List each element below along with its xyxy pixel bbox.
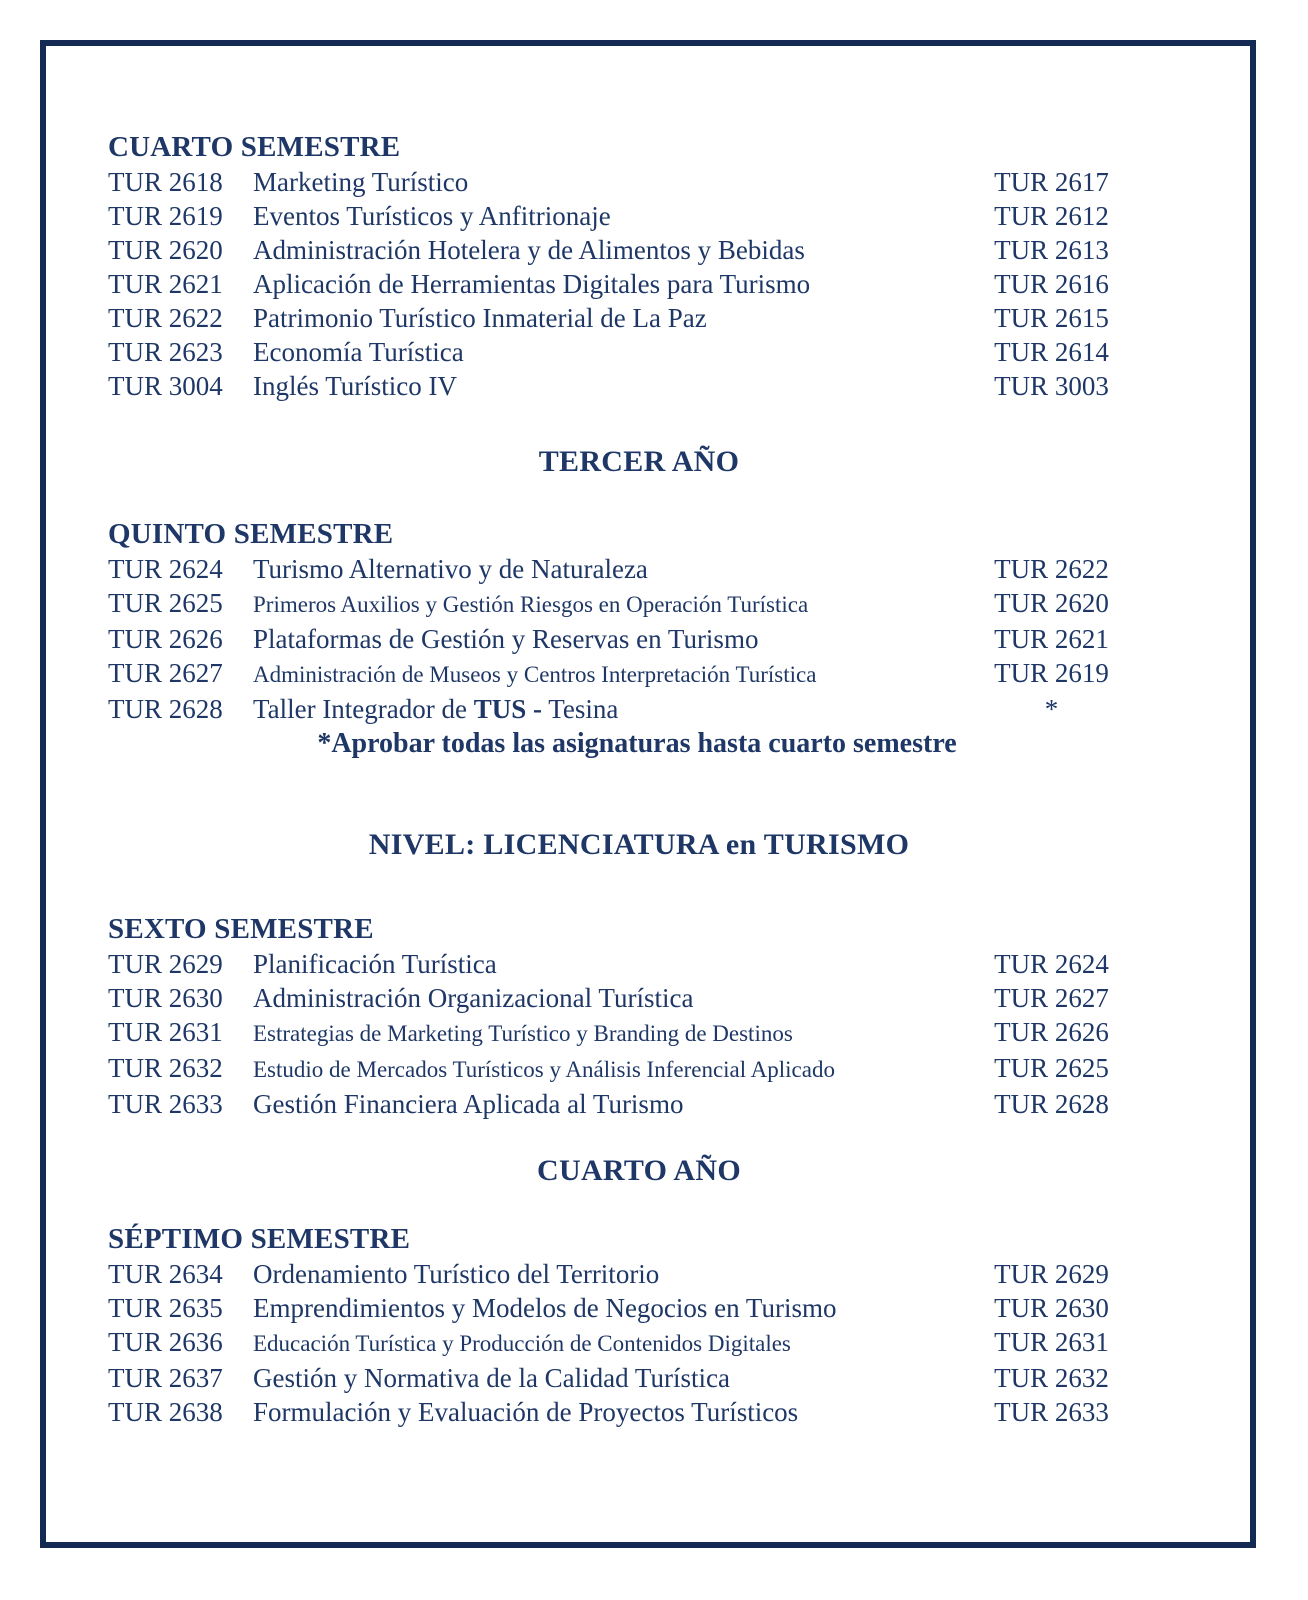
prereq-code: TUR 2622 (994, 554, 1109, 584)
course-title: Administración Hotelera y de Alimentos y Bebidas (253, 235, 805, 265)
course-row (46, 1395, 1262, 1429)
course-row (46, 369, 1262, 403)
prereq-code: TUR 2619 (994, 658, 1109, 688)
course-row (46, 1051, 1262, 1087)
course-title: Gestión Financiera Aplicada al Turismo (253, 1089, 684, 1119)
course-code: TUR 2626 (108, 624, 223, 654)
course-title-part: Taller Integrador de (253, 694, 474, 724)
prereq-code: TUR 2614 (994, 337, 1109, 367)
course-row (46, 267, 1262, 301)
course-row (46, 622, 1262, 656)
course-code: TUR 2619 (108, 201, 223, 231)
course-code: TUR 2625 (108, 588, 223, 618)
course-title: Ordenamiento Turístico del Territorio (253, 1259, 660, 1289)
course-code: TUR 2636 (108, 1327, 223, 1357)
course-title: Turismo Alternativo y de Naturaleza (253, 554, 648, 584)
semester-heading-septimo-semestre: SÉPTIMO SEMESTRE (108, 1223, 411, 1255)
course-row (46, 981, 1262, 1015)
course-title: Administración de Museos y Centros Interpretación Turística (253, 662, 817, 687)
course-title: Educación Turística y Producción de Contenidos Digitales (253, 1331, 791, 1356)
semester-heading-cuarto-semestre: CUARTO SEMESTRE (108, 131, 401, 163)
course-code: TUR 2623 (108, 337, 223, 367)
course-code: TUR 2621 (108, 269, 223, 299)
course-title: Planificación Turística (253, 949, 497, 979)
course-row (46, 692, 1262, 726)
footnote: *Aprobar todas las asignaturas hasta cuarto semestre (317, 728, 957, 759)
year-heading-tercer-ano: TERCER AÑO (538, 445, 740, 478)
course-code: TUR 2635 (108, 1293, 223, 1323)
prereq-code: TUR 2612 (994, 201, 1109, 231)
year-heading-cuarto-ano: CUARTO AÑO (537, 1154, 741, 1187)
course-code: TUR 2627 (108, 658, 223, 688)
course-code: TUR 2628 (108, 694, 223, 724)
course-row (46, 1291, 1262, 1325)
course-row (46, 947, 1262, 981)
course-title-part-bold: TUS - (473, 694, 543, 724)
prereq-code: TUR 2624 (994, 949, 1109, 979)
course-title: Plataformas de Gestión y Reservas en Turismo (253, 624, 759, 654)
course-title: Gestión y Normativa de la Calidad Turística (253, 1363, 730, 1393)
course-row (46, 1325, 1262, 1361)
course-code: TUR 2633 (108, 1089, 223, 1119)
course-row (46, 233, 1262, 267)
prereq-code: TUR 2633 (994, 1397, 1109, 1427)
prereq-code: TUR 2627 (994, 983, 1109, 1013)
prereq-code: TUR 2620 (994, 588, 1109, 618)
course-title: Inglés Turístico IV (253, 371, 458, 401)
course-title: Marketing Turístico (253, 167, 469, 197)
course-row (46, 552, 1262, 586)
curriculum-page (46, 46, 1262, 1429)
course-code: TUR 2629 (108, 949, 223, 979)
course-title: Primeros Auxilios y Gestión Riesgos en Operación Turística (253, 592, 809, 617)
course-code: TUR 2618 (108, 167, 223, 197)
course-title-part: Tesina (542, 694, 619, 724)
course-code: TUR 2630 (108, 983, 223, 1013)
course-title: Aplicación de Herramientas Digitales para Turismo (253, 269, 811, 299)
prereq-code: TUR 2632 (994, 1363, 1109, 1393)
prereq-code: TUR 2629 (994, 1259, 1109, 1289)
course-row (46, 656, 1262, 692)
prereq-code: TUR 2630 (994, 1293, 1109, 1323)
prereq-code: TUR 2625 (994, 1053, 1109, 1083)
course-title: Administración Organizacional Turística (253, 983, 694, 1013)
course-code: TUR 2620 (108, 235, 223, 265)
prereq-code: TUR 2621 (994, 624, 1109, 654)
course-row (46, 335, 1262, 369)
prereq-code: TUR 2628 (994, 1089, 1109, 1119)
course-row (46, 165, 1262, 199)
course-code: TUR 2638 (108, 1397, 223, 1427)
course-title: Estudio de Mercados Turísticos y Análisis Inferencial Aplicado (253, 1057, 835, 1082)
level-heading: NIVEL: LICENCIATURA en TURISMO (368, 828, 910, 861)
course-row (46, 1257, 1262, 1291)
course-title: Formulación y Evaluación de Proyectos Turísticos (253, 1397, 799, 1427)
course-code: TUR 2634 (108, 1259, 223, 1289)
prereq-code: TUR 2617 (994, 167, 1109, 197)
course-title: Economía Turística (253, 337, 464, 367)
course-row (46, 586, 1262, 622)
prereq-asterisk: * (1044, 694, 1059, 724)
course-row (46, 1361, 1262, 1395)
prereq-code: TUR 2615 (994, 303, 1109, 333)
course-title: Patrimonio Turístico Inmaterial de La Paz (253, 303, 707, 333)
course-row (46, 199, 1262, 233)
course-code: TUR 2631 (108, 1017, 223, 1047)
prereq-code: TUR 2626 (994, 1017, 1109, 1047)
course-row (46, 1087, 1262, 1121)
course-code: TUR 2637 (108, 1363, 223, 1393)
prereq-code: TUR 3003 (994, 371, 1109, 401)
prereq-code: TUR 2631 (994, 1327, 1109, 1357)
course-code: TUR 3004 (108, 371, 223, 401)
course-title: Estrategias de Marketing Turístico y Branding de Destinos (253, 1021, 793, 1046)
course-title: Emprendimientos y Modelos de Negocios en Turismo (253, 1293, 837, 1323)
prereq-code: TUR 2613 (994, 235, 1109, 265)
course-title: Eventos Turísticos y Anfitrionaje (253, 201, 611, 231)
semester-heading-sexto-semestre: SEXTO SEMESTRE (108, 913, 374, 945)
course-row (46, 1015, 1262, 1051)
course-code: TUR 2622 (108, 303, 223, 333)
prereq-code: TUR 2616 (994, 269, 1109, 299)
semester-heading-quinto-semestre: QUINTO SEMESTRE (108, 518, 394, 550)
course-row (46, 301, 1262, 335)
course-code: TUR 2624 (108, 554, 223, 584)
course-code: TUR 2632 (108, 1053, 223, 1083)
course-title (253, 692, 988, 726)
